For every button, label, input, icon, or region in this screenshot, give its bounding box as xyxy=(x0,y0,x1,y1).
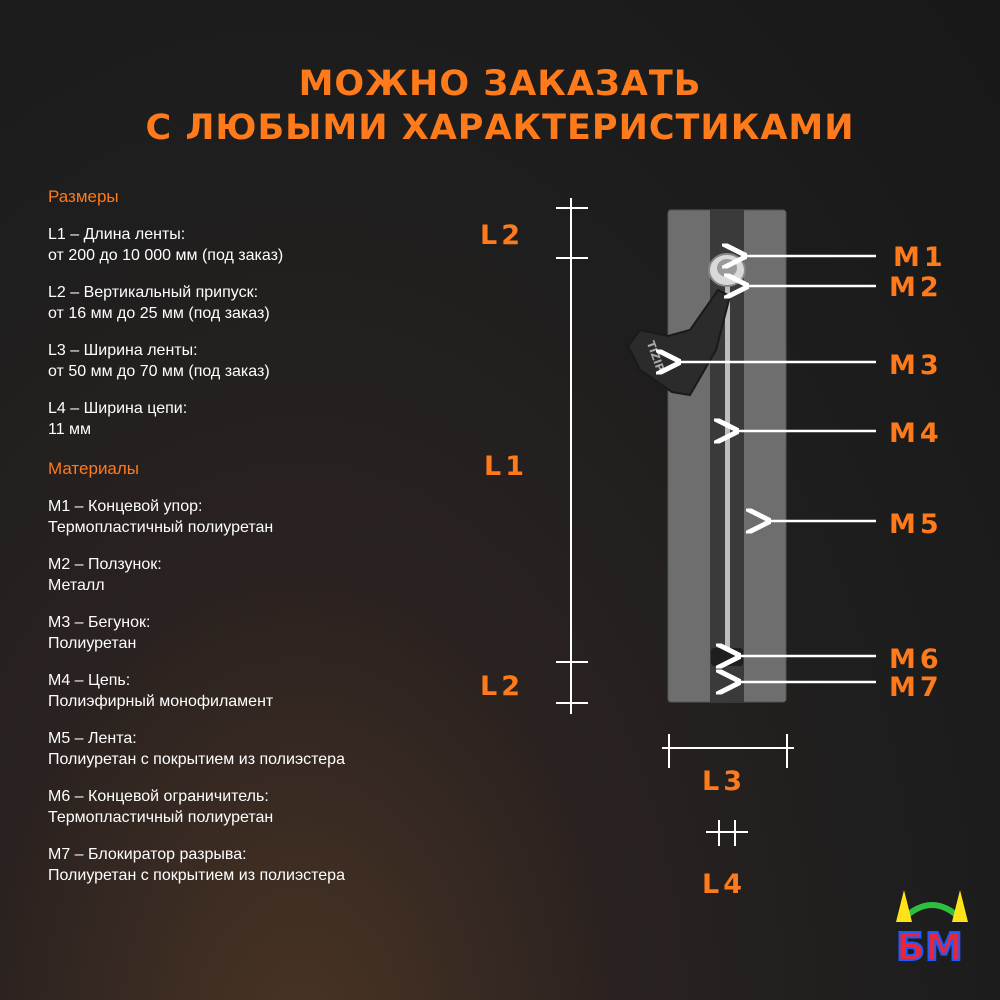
spec-item-value: Полиуретан xyxy=(48,635,137,652)
title-line-1: МОЖНО ЗАКАЗАТЬ xyxy=(298,64,702,104)
label-l2-bottom: L2 xyxy=(480,671,524,702)
spec-item-value: от 50 мм до 70 мм (под заказ) xyxy=(48,363,270,380)
spec-item-title: L1 – Длина ленты: xyxy=(48,226,186,243)
spec-item-value: 11 мм xyxy=(48,421,92,438)
label-m4: M4 xyxy=(889,418,943,449)
sizes-heading: Размеры xyxy=(48,187,119,206)
spec-item-title: M4 – Цепь: xyxy=(48,672,131,689)
title-line-2: С ЛЮБЫМИ ХАРАКТЕРИСТИКАМИ xyxy=(145,108,855,148)
spec-item-value: Металл xyxy=(48,577,105,594)
spec-item-value: Полиуретан с покрытием из полиэстера xyxy=(48,867,345,884)
spec-item-title: M3 – Бегунок: xyxy=(48,614,151,631)
spec-item-title: M1 – Концевой упор: xyxy=(48,498,203,515)
materials-heading: Материалы xyxy=(48,459,140,478)
spec-item-value: Термопластичный полиуретан xyxy=(48,809,274,826)
label-m5: M5 xyxy=(889,509,943,540)
spec-item-value: Термопластичный полиуретан xyxy=(48,519,274,536)
label-m3: M3 xyxy=(889,350,943,381)
spec-item-title: M2 – Ползунок: xyxy=(48,556,162,573)
label-m1: M1 xyxy=(893,242,947,273)
spec-item-title: M5 – Лента: xyxy=(48,730,137,747)
spec-item-value: Полиуретан с покрытием из полиэстера xyxy=(48,751,345,768)
spec-item-value: от 16 мм до 25 мм (под заказ) xyxy=(48,305,270,322)
label-l1: L1 xyxy=(484,451,528,482)
label-l4: L4 xyxy=(702,869,746,900)
spec-item-value: от 200 до 10 000 мм (под заказ) xyxy=(48,247,284,264)
brand-logo xyxy=(892,880,972,970)
label-m7: M7 xyxy=(889,672,943,703)
zipper-chain-center xyxy=(725,258,730,650)
label-m2: M2 xyxy=(889,272,943,303)
spec-item-title: M6 – Концевой ограничитель: xyxy=(48,788,269,805)
spec-item-title: L4 – Ширина цепи: xyxy=(48,400,188,417)
spec-item-value: Полиэфирный монофиламент xyxy=(48,693,274,710)
label-l3: L3 xyxy=(702,766,746,797)
slider-top-stop xyxy=(717,259,737,277)
spec-item-title: L3 – Ширина ленты: xyxy=(48,342,198,359)
logo-text: БМ xyxy=(896,925,963,969)
spec-item-title: L2 – Вертикальный припуск: xyxy=(48,284,259,301)
label-m6: M6 xyxy=(889,644,943,675)
pull-brand: TIZIP xyxy=(643,339,667,374)
label-l2-top: L2 xyxy=(480,220,524,251)
spec-item-title: M7 – Блокиратор разрыва: xyxy=(48,846,247,863)
